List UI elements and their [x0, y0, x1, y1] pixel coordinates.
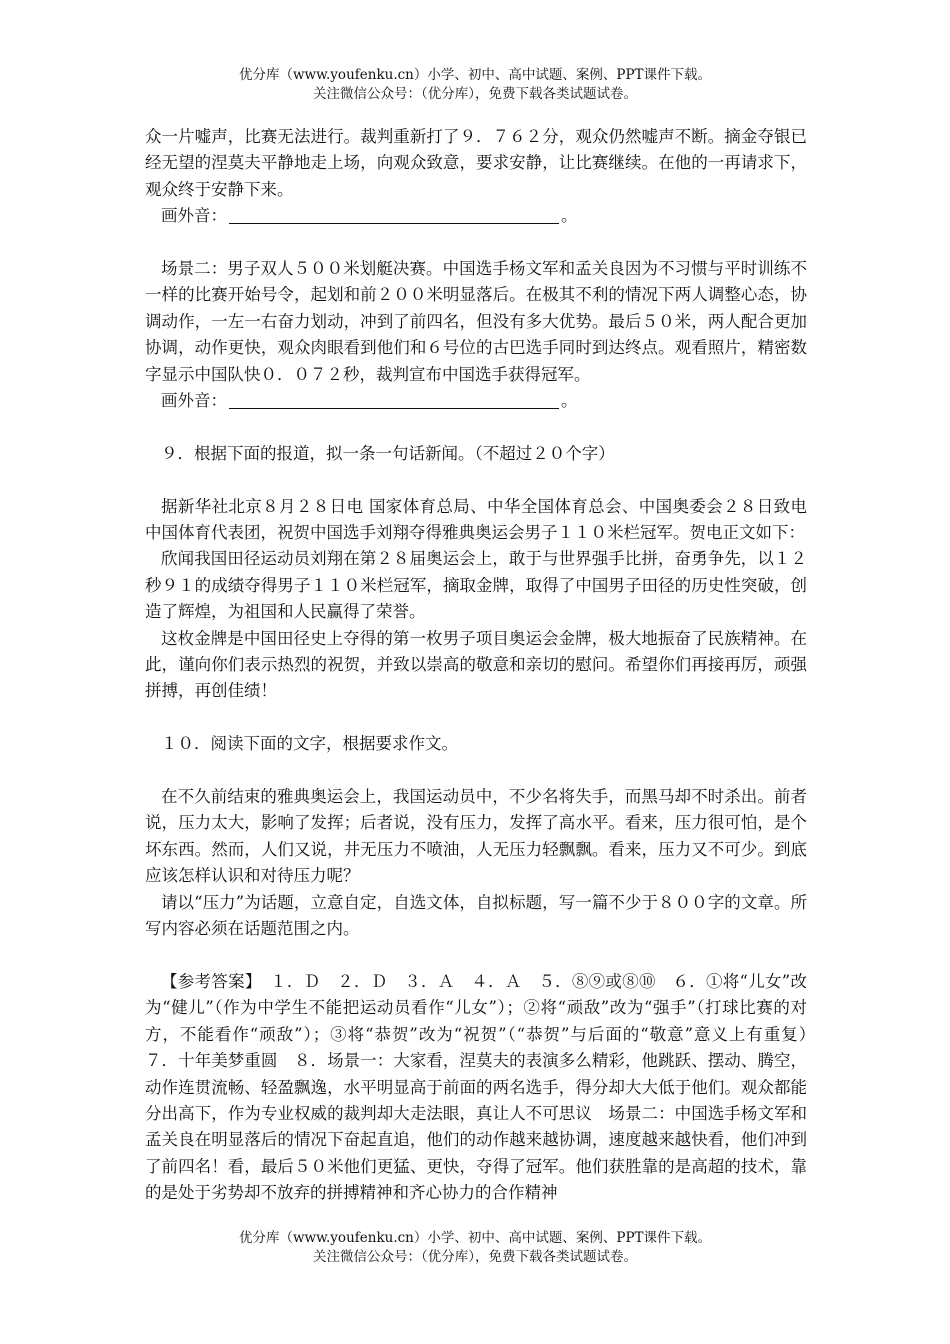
document-body — [145, 124, 824, 1207]
answer-blank[interactable] — [229, 205, 559, 224]
news-paragraph-2: 这枚金牌是中国田径史上夺得的第一枚男子项目奥运会金牌，极大地振奋了民族精神。在此，谨向你们表示热烈的祝贺，并致以崇高的敬意和亲切的慰问。希望你们再接再厉，顽强拼搏，再创佳绩！ — [145, 628, 807, 701]
voiceover-line-2 — [145, 388, 807, 414]
footer-line-2: 关注微信公众号：（优分库），免费下载各类试题试卷。 — [313, 1249, 637, 1265]
question-10: １０．阅读下面的文字，根据要求作文。 — [161, 734, 458, 754]
period: 。 — [561, 206, 578, 226]
page-footer — [0, 1229, 950, 1267]
essay-prompt-2: 请以“压力”为话题，立意自定，自选文体，自拟标题，写一篇不少于８００字的文章。所写内容必须在话题范围之内。 — [145, 892, 807, 939]
scene2-paragraph: 场景二：男子双人５００米划艇决赛。中国选手杨文军和孟关良因为不习惯与平时训练不一样的比赛开始号令，起划和前２００米明显落后。在极其不利的情况下两人调整心态，协调动作，一左一右奋力划动，冲到了前四名，但没有多大优势。最后５０米，两人配合更加协调，动作更快，观众肉眼看到他们和６号位的古巴选手同时到达终点。观看照片，精密数字显示中国队快０．０７２秒，裁判宣布中国选手获得冠军。 — [145, 259, 807, 384]
period: 。 — [561, 391, 578, 411]
page-header — [0, 66, 950, 104]
header-line-2: 关注微信公众号：（优分库），免费下载各类试题试卷。 — [313, 86, 637, 102]
footer-line-1: 优分库（www.youfenku.cn）小学、初中、高中试题、案例、PPT课件下载。 — [238, 1230, 712, 1246]
question-9: ９．根据下面的报道，拟一条一句话新闻。（不超过２０个字） — [161, 443, 615, 463]
header-line-1: 优分库（www.youfenku.cn）小学、初中、高中试题、案例、PPT课件下载。 — [238, 67, 712, 83]
news-intro: 据新华社北京８月２８日电 国家体育总局、中华全国体育总会、中国奥委会２８日致电中国体育代表团，祝贺中国选手刘翔夺得雅典奥运会男子１１０米栏冠军。贺电正文如下： — [145, 496, 807, 543]
essay-prompt-1: 在不久前结束的雅典奥运会上，我国运动员中，不少名将失手，而黑马却不时杀出。前者说，压力太大，影响了发挥；后者说，没有压力，发挥了高水平。看来，压力很可怕，是个坏东西。然而，人们又说，井无压力不喷油，人无压力轻飘飘。看来，压力又不可少。到底应该怎样认识和对待压力呢？ — [145, 787, 807, 886]
voiceover-line-1 — [145, 203, 807, 229]
scene1-continuation: 众一片嘘声，比赛无法进行。裁判重新打了９．７６２分，观众仍然嘘声不断。摘金夺银已经无望的涅莫夫平静地走上场，向观众致意，要求安静，让比赛继续。在他的一再请求下，观众终于安静下来。 — [145, 127, 807, 199]
news-paragraph-1: 欣闻我国田径运动员刘翔在第２８届奥运会上，敢于与世界强手比拼，奋勇争先，以１２秒９１的成绩夺得男子１１０米栏冠军，摘取金牌，取得了中国男子田径的历史性突破，创造了辉煌，为祖国和人民赢得了荣誉。 — [145, 549, 807, 622]
voiceover-label: 画外音： — [161, 391, 227, 411]
answer-blank[interactable] — [229, 390, 559, 409]
voiceover-label: 画外音： — [161, 206, 227, 226]
reference-answers: 【参考答案】 １．Ｄ ２．Ｄ ３．Ａ ４．Ａ ５．⑧⑨或⑧⑩ ６．①将“儿女”改为“健儿”（作为中学生不能把运动员看作“儿女”）；②将“顽敌”改为“强手”（打球比赛的对方，不能看作“顽敌”）；③将“恭贺”改为“祝贺”（“恭贺”与后面的“敬意”意义上有重复） ７．十年美梦重圆 ８．场景一：大家看，涅莫夫的表演多么精彩，他跳跃、摆动、腾空，动作连贯流畅、轻盈飘逸，水平明显高于前面的两名选手，得分却大大低于他们。观众都能分出高下，作为专业权威的裁判却大走法眼，真让人不可思议 场景二：中国选手杨文军和孟关良在明显落后的情况下奋起直追，他们的动作越来越协调，速度越来越快看，他们冲到了前四名！看，最后５０米他们更猛、更快，夺得了冠军。他们获胜靠的是高超的技术，靠的是处于劣势却不放弃的拼搏精神和齐心协力的合作精神 — [145, 971, 824, 1203]
